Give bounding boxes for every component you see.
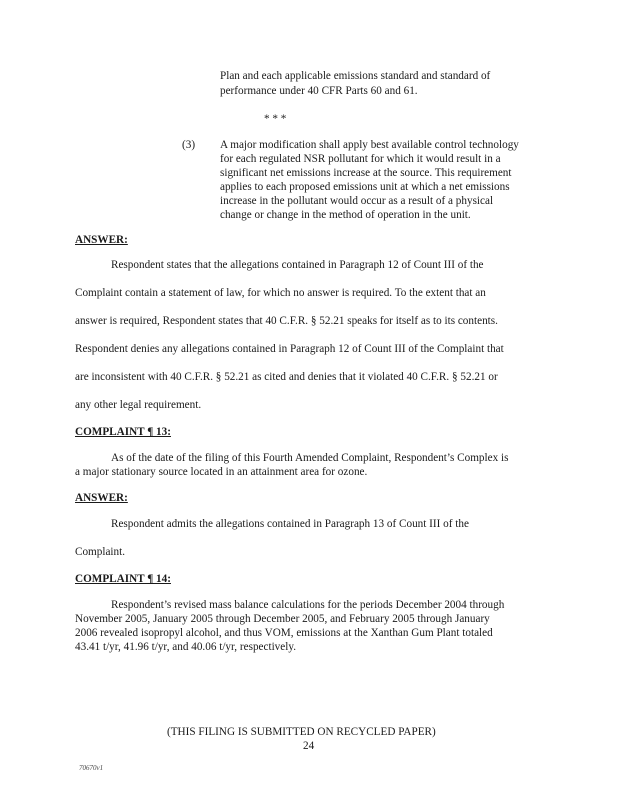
- answer-line: Complaint contain a statement of law, for which no answer is required. To the extent that an: [75, 287, 486, 299]
- quote-item-line: applies to each proposed emissions unit at which a net emissions: [220, 181, 510, 193]
- answer-line: Respondent admits the allegations contained in Paragraph 13 of Count III of the: [111, 518, 469, 530]
- quote-line: performance under 40 CFR Parts 60 and 61.: [220, 85, 418, 97]
- answer-line: Complaint.: [75, 546, 126, 558]
- complaint-line: November 2005, January 2005 through December 2005, and February 2005 through January: [75, 613, 490, 625]
- answer-line: are inconsistent with 40 C.F.R. § 52.21 as cited and denies that it violated 40 C.F.R. § 52.21 or: [75, 371, 498, 383]
- quote-item-number: (3): [182, 139, 196, 151]
- answer-line: answer is required, Respondent states that 40 C.F.R. § 52.21 speaks for itself as to its contents.: [75, 315, 498, 327]
- document-code: 70670v1: [79, 764, 104, 772]
- quote-item-line: significant net emissions increase at the source. This requirement: [220, 167, 512, 179]
- complaint-line: 43.41 t/yr, 41.96 t/yr, and 40.06 t/yr, respectively.: [75, 641, 297, 653]
- quote-item-line: A major modification shall apply best available control technology: [220, 139, 519, 151]
- answer-heading: ANSWER:: [75, 492, 128, 504]
- answer-line: Respondent states that the allegations contained in Paragraph 12 of Count III of the: [111, 259, 484, 271]
- quote-ellipsis: * * *: [264, 113, 287, 125]
- quote-item-line: increase in the pollutant would occur as a result of a physical: [220, 195, 494, 207]
- quote-item-line: for each regulated NSR pollutant for which it would result in a: [220, 153, 501, 165]
- quote-line: Plan and each applicable emissions standard and standard of: [220, 70, 491, 82]
- complaint-line: 2006 revealed isopropyl alcohol, and thus VOM, emissions at the Xanthan Gum Plant totaled: [75, 627, 493, 639]
- complaint-line: a major stationary source located in an attainment area for ozone.: [75, 466, 368, 478]
- recycled-paper-notice: (THIS FILING IS SUBMITTED ON RECYCLED PAPER): [167, 726, 436, 738]
- page-number: 24: [303, 740, 315, 752]
- complaint-heading: COMPLAINT ¶ 13:: [75, 426, 171, 438]
- quote-item-line: change or change in the method of operation in the unit.: [220, 209, 471, 221]
- complaint-line: As of the date of the filing of this Fourth Amended Complaint, Respondent’s Complex is: [111, 452, 509, 464]
- answer-heading: ANSWER:: [75, 234, 128, 246]
- complaint-line: Respondent’s revised mass balance calculations for the periods December 2004 through: [111, 599, 505, 611]
- answer-line: any other legal requirement.: [75, 399, 202, 411]
- complaint-heading: COMPLAINT ¶ 14:: [75, 573, 171, 585]
- answer-line: Respondent denies any allegations contained in Paragraph 12 of Count III of the Complaint that: [75, 343, 504, 355]
